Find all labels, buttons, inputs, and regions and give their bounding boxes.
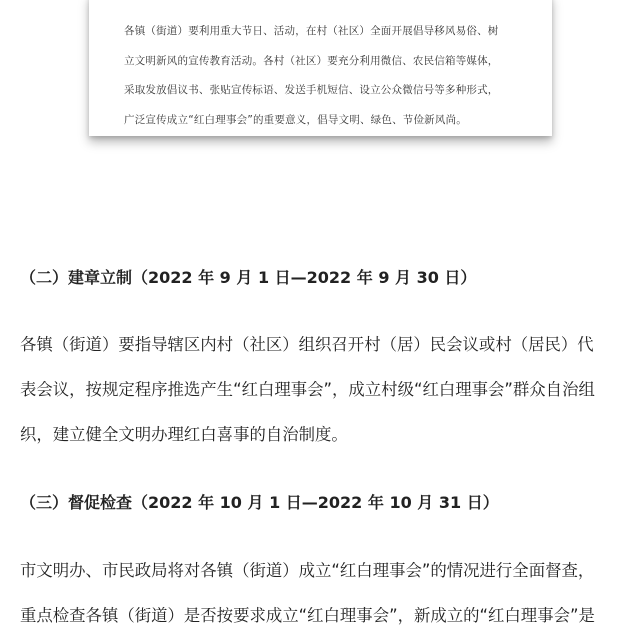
section-3-paragraph [20,548,622,638]
paragraph-line: 市文明办、市民政局将对各镇（街道）成立“红白理事会”的情况进行全面督查， [20,561,595,580]
card-line: 采取发放倡议书、张贴宣传标语、发送手机短信、设立公众微信号等多种形式， [124,84,499,96]
paragraph-line: 重点检查各镇（街道）是否按要求成立“红白理事会”，新成立的“红白理事会”是 [20,606,595,625]
section-2-heading: （二）建章立制（2022 年 9 月 1 日—2022 年 9 月 30 日） [20,268,477,287]
paragraph-line: 各镇（街道）要指导辖区内村（社区）组织召开村（居）民会议或村（居民）代 [20,335,594,354]
card-line: 立文明新风的宣传教育活动。各村（社区）要充分利用微信、农民信箱等媒体， [124,54,499,67]
card-line: 广泛宣传成立“红白理事会”的重要意义，倡导文明、绿色、节俭新风尚。 [124,113,467,126]
section-2-paragraph [20,322,622,457]
card-line: 各镇（街道）要利用重大节日、活动，在村（社区）全面开展倡导移风易俗、树 [124,25,499,37]
notice-card [89,0,552,136]
section-3-heading: （三）督促检查（2022 年 10 月 1 日—2022 年 10 月 31 日） [20,493,499,512]
paragraph-line: 表会议，按规定程序推选产生“红白理事会”，成立村级“红白理事会”群众自治组 [20,380,595,399]
paragraph-line: 织，建立健全文明办理红白喜事的自治制度。 [20,425,348,444]
